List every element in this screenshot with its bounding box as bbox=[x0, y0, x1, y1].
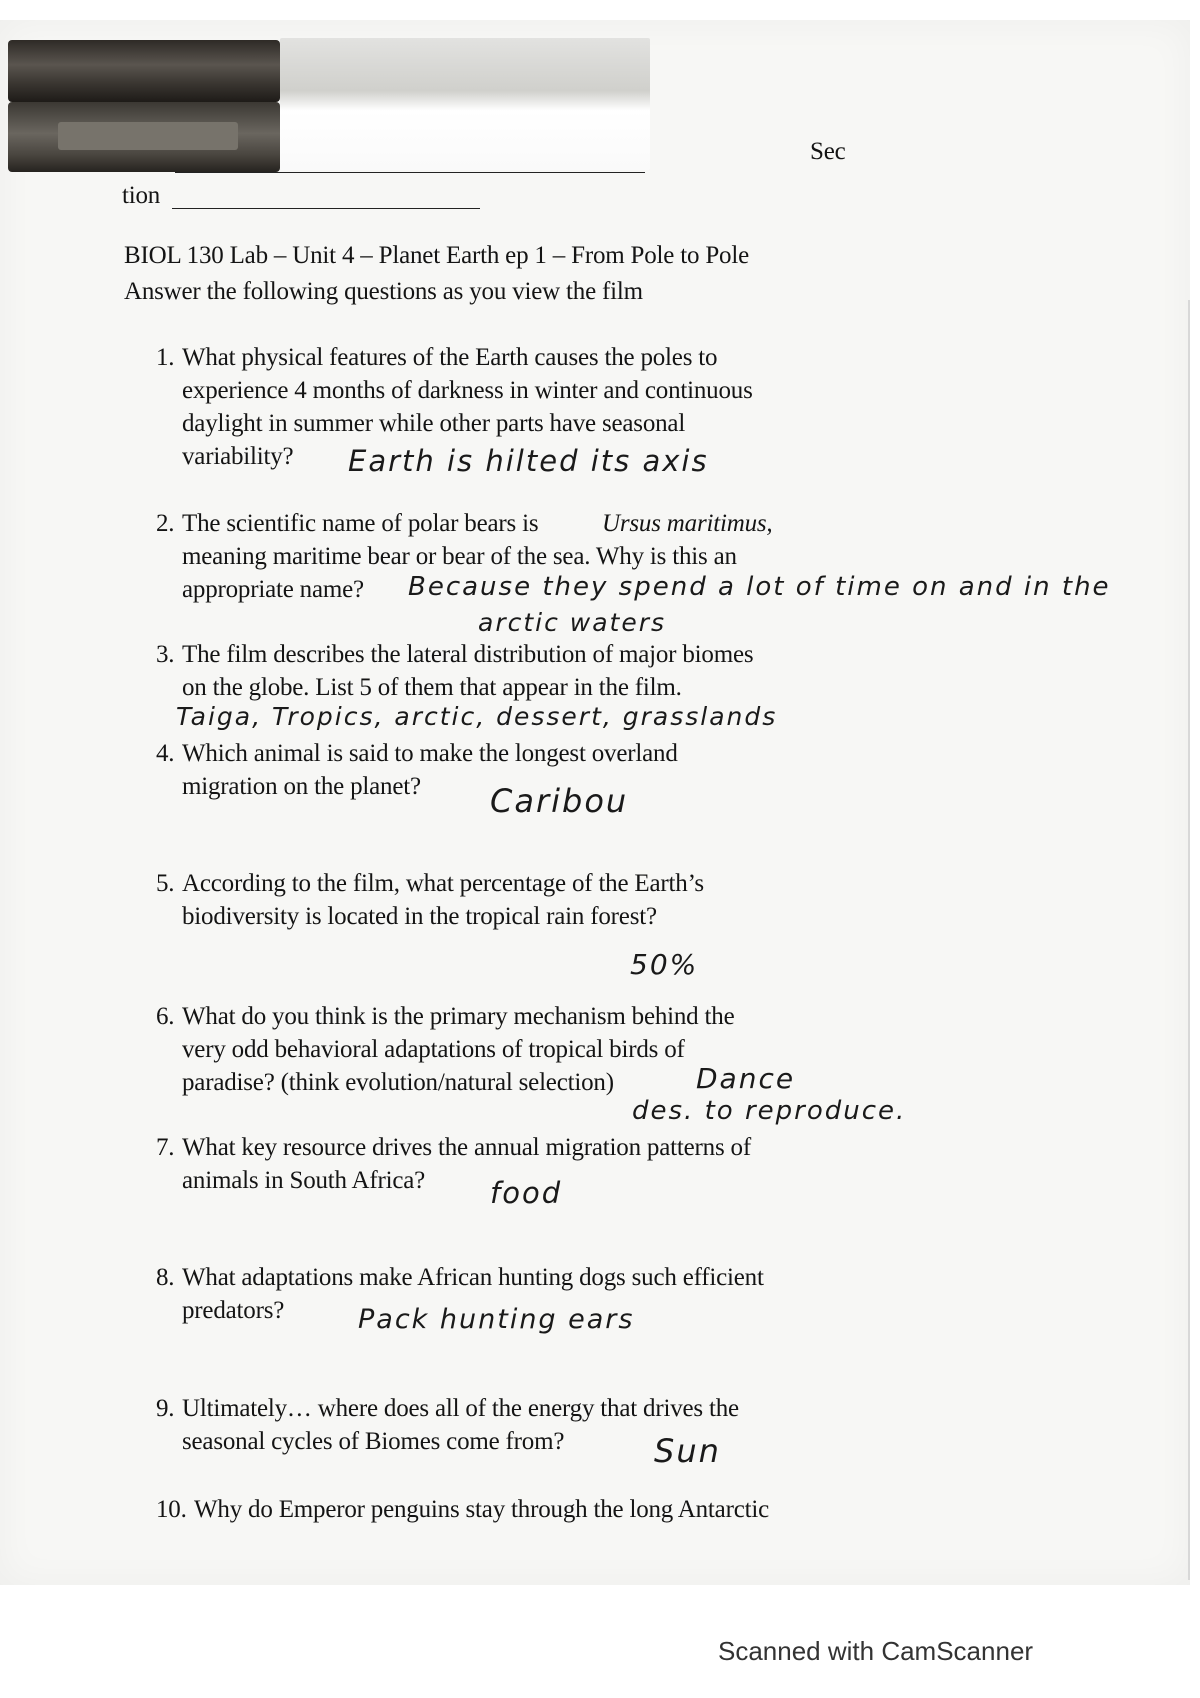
handwritten-answer: 50% bbox=[630, 948, 699, 981]
question-line: experience 4 months of darkness in winter and continuous bbox=[182, 377, 753, 404]
name-blank-line bbox=[175, 172, 645, 173]
question-line: What do you think is the primary mechanism behind the bbox=[182, 1003, 735, 1030]
question-line: on the globe. List 5 of them that appear in the film. bbox=[182, 674, 682, 701]
redaction-bar-light bbox=[280, 38, 650, 170]
scientific-name: Ursus maritimus, bbox=[602, 510, 773, 537]
question-line: Ultimately… where does all of the energy that drives the bbox=[182, 1395, 739, 1422]
question-number: 2. bbox=[156, 510, 175, 537]
section-label-cont: tion bbox=[122, 182, 161, 209]
question-line: very odd behavioral adaptations of tropical birds of bbox=[182, 1036, 685, 1063]
handwritten-answer: Because they spend a lot of time on and in the bbox=[408, 572, 1111, 602]
redaction-bar-top bbox=[8, 40, 280, 102]
scanner-watermark: Scanned with CamScanner bbox=[718, 1636, 1034, 1666]
handwritten-answer: food bbox=[490, 1176, 563, 1210]
question-number: 10. bbox=[156, 1496, 187, 1523]
question-number: 9. bbox=[156, 1395, 175, 1422]
section-blank-line bbox=[172, 208, 480, 209]
question-line: Why do Emperor penguins stay through the long Antarctic bbox=[194, 1496, 769, 1523]
handwritten-answer: des. to reproduce. bbox=[632, 1096, 907, 1126]
instructions: Answer the following questions as you view the film bbox=[124, 278, 643, 305]
question-line: appropriate name? bbox=[182, 576, 364, 603]
redaction-bar-bottom bbox=[8, 102, 280, 172]
course-title: BIOL 130 Lab – Unit 4 – Planet Earth ep 1 – From Pole to Pole bbox=[124, 242, 749, 269]
handwritten-answer: Dance bbox=[696, 1062, 796, 1095]
question-line: animals in South Africa? bbox=[182, 1167, 426, 1194]
question-number: 3. bbox=[156, 641, 175, 668]
handwritten-answer: Earth is hilted its axis bbox=[348, 444, 709, 478]
question-line: According to the film, what percentage of the Earth’s bbox=[182, 870, 704, 897]
handwritten-answer: Caribou bbox=[490, 782, 629, 820]
question-number: 4. bbox=[156, 740, 175, 767]
handwritten-answer: arctic waters bbox=[478, 608, 667, 637]
question-line: seasonal cycles of Biomes come from? bbox=[182, 1428, 565, 1455]
question-number: 7. bbox=[156, 1134, 175, 1161]
question-line: meaning maritime bear or bear of the sea. Why is this an bbox=[182, 543, 737, 570]
handwritten-answer: Taiga, Tropics, arctic, dessert, grasslands bbox=[176, 702, 778, 731]
question-number: 8. bbox=[156, 1264, 175, 1291]
question-line: predators? bbox=[182, 1297, 285, 1324]
question-line: Which animal is said to make the longest overland bbox=[182, 740, 678, 767]
question-line: What key resource drives the annual migration patterns of bbox=[182, 1134, 751, 1161]
question-line: biodiversity is located in the tropical rain forest? bbox=[182, 903, 657, 930]
question-line: migration on the planet? bbox=[182, 773, 421, 800]
question-line: variability? bbox=[182, 443, 294, 470]
handwritten-answer: Pack hunting ears bbox=[358, 1304, 635, 1335]
section-label: Sec bbox=[810, 138, 846, 165]
question-number: 5. bbox=[156, 870, 175, 897]
question-number: 1. bbox=[156, 344, 175, 371]
question-number: 6. bbox=[156, 1003, 175, 1030]
question-line: The film describes the lateral distribution of major biomes bbox=[182, 641, 754, 668]
question-line: What physical features of the Earth causes the poles to bbox=[182, 344, 718, 371]
question-line: The scientific name of polar bears is bbox=[182, 510, 539, 537]
question-line: What adaptations make African hunting dogs such efficient bbox=[182, 1264, 764, 1291]
question-line: daylight in summer while other parts have seasonal bbox=[182, 410, 686, 437]
question-line: paradise? (think evolution/natural selection) bbox=[182, 1069, 614, 1096]
handwritten-answer: Sun bbox=[654, 1432, 721, 1470]
page-edge bbox=[1188, 300, 1190, 1580]
